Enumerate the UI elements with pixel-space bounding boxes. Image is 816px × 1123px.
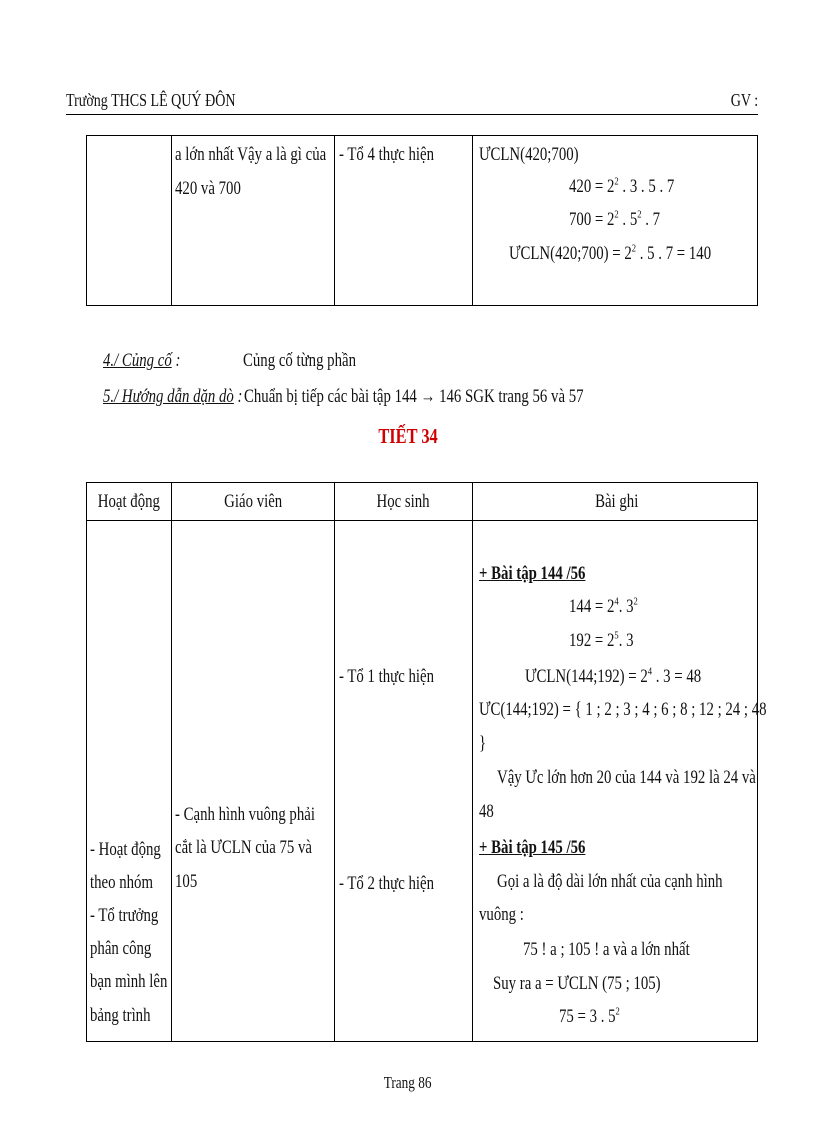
t1-col2: a lớn nhất Vậy a là gì của 420 và 700 bbox=[172, 136, 335, 306]
header-activity: Hoạt động bbox=[87, 483, 172, 521]
page-number: Trang 86 bbox=[384, 1073, 432, 1092]
section-4: 4./ Củng cố : bbox=[103, 350, 181, 371]
teacher-label: GV : bbox=[730, 90, 758, 110]
header-notes: Bài ghi bbox=[473, 483, 758, 521]
teacher-cell: - Cạnh hình vuông phải cắt là ƯCLN của 75 và 105 bbox=[172, 521, 335, 1042]
student-cell: - Tổ 1 thực hiện - Tổ 2 thực hiện bbox=[335, 521, 473, 1042]
lesson-title: TIẾT 34 bbox=[378, 424, 438, 448]
t1-col3: - Tổ 4 thực hiện bbox=[335, 136, 473, 306]
section-4-text: Củng cố từng phần bbox=[243, 350, 357, 371]
lesson-table bbox=[86, 482, 767, 1042]
header-divider bbox=[66, 114, 758, 115]
t1-col4: ƯCLN(420;700) $420 = 2^2$ . 3 . 5 . 7 $700 = 2^2$ . $5^2$ . 7 ƯCLN(420;700) = $2^2$ . 5 . 7 = 140 bbox=[473, 136, 758, 306]
continuation-table bbox=[86, 135, 758, 306]
header-teacher: Giáo viên bbox=[172, 483, 335, 521]
activity-cell: - Hoạt động theo nhóm - Tổ trưởng phân công bạn mình lên bảng trình bbox=[87, 521, 172, 1042]
school-name: Trường THCS LÊ QUÝ ĐÔN bbox=[66, 90, 236, 110]
section-5: 5./ Hướng dẫn dặn dò : bbox=[103, 386, 243, 407]
section-5-text: Chuẩn bị tiếp các bài tập 144 → 146 SGK trang 56 và 57 bbox=[244, 386, 584, 407]
t1-col1 bbox=[87, 136, 172, 306]
notes-cell: + Bài tập 144 /56 $144 = 2^4$. $3^2$ $192 = 2^5$. 3 ƯCLN(144;192) = $2^4$ . 3 = 48 ƯC(144;192) = { 1 ; 2 ; 3 ; 4 ; 6 ; 8 ; 12 ; 24 ; 48 } Vậy Ưc lớn hơn 20 của 144 và 192 là 24 và 48 + Bài tập 145 /56 Gọi a là độ dài lớn nhất của cạnh hình vuông : 75 ! a ; 105 ! a và a lớn nhất Suy ra a = ƯCLN (75 ; 105) 75 = 3 . $5^2$ bbox=[473, 521, 758, 1042]
header-student: Học sinh bbox=[335, 483, 473, 521]
